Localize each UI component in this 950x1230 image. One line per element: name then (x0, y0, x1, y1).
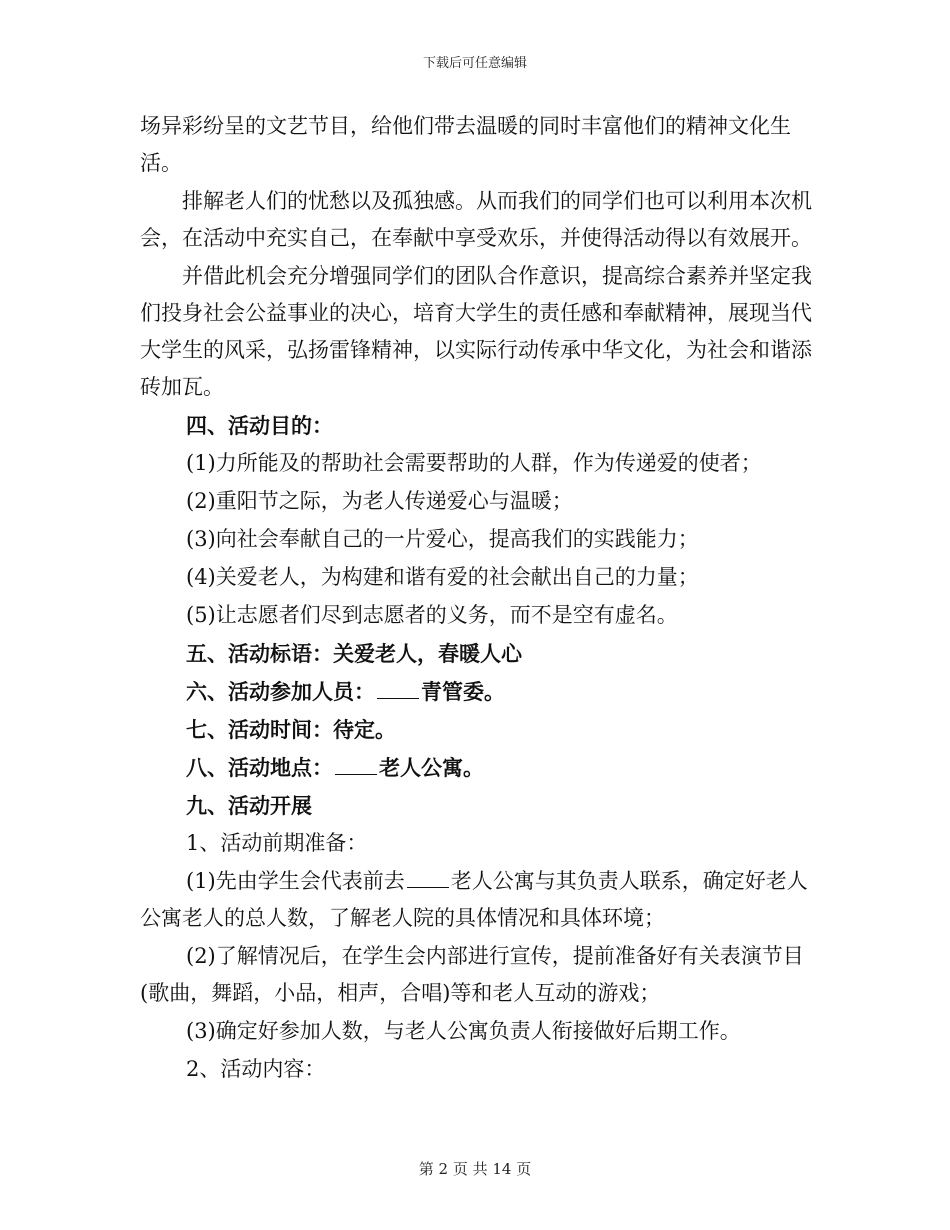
paragraph-3: 并借此机会充分增强同学们的团队合作意识，提高综合素养并坚定我们投身社会公益事业的决心，培育大学生的责任感和奉献精神，展现当代大学生的风采，弘扬雷锋精神，以实际行动传承中华文化，为社会和谐添砖加瓦。 (140, 264, 812, 399)
participants-value: 青管委。 (421, 679, 505, 704)
paragraph-2: 排解老人们的忧愁以及孤独感。从而我们的同学们也可以利用本次机会，在活动中充实自己，在奉献中享受欢乐，并使得活动得以有效展开。 (140, 189, 812, 250)
fill-blank (407, 865, 449, 888)
heading-slogan: 五、活动标语：关爱老人，春暖人心 (186, 641, 522, 666)
document-body (140, 108, 820, 1089)
goal-item-1: (1)力所能及的帮助社会需要帮助的人群，作为传递爱的使者； (186, 451, 762, 475)
location-label: 八、活动地点： (186, 755, 333, 780)
heading-time: 七、活动时间：待定。 (186, 717, 396, 742)
participants-label: 六、活动参加人员： (186, 679, 375, 704)
paragraph-1: 场异彩纷呈的文艺节目，给他们带去温暖的同时丰富他们的精神文化生活。 (140, 114, 791, 175)
page-footer: 第 2 页 共 14 页 (418, 1160, 532, 1178)
heading-activity: 九、活动开展 (186, 793, 312, 818)
goal-item-2: (2)重阳节之际，为老人传递爱心与温暖； (186, 489, 573, 513)
heading-goals: 四、活动目的： (186, 413, 333, 438)
location-value: 老人公寓。 (379, 755, 484, 780)
section-preparation: 1、活动前期准备： (186, 831, 368, 855)
goal-item-4: (4)关爱老人，为构建和谐有爱的社会献出自己的力量； (186, 565, 699, 589)
prep-item-3: (3)确定好参加人数，与老人公寓负责人衔接做好后期工作。 (186, 1019, 741, 1043)
goal-item-3: (3)向社会奉献自己的一片爱心，提高我们的实践能力； (186, 527, 699, 551)
prep-item-2: (2)了解情况后，在学生会内部进行宣传，提前准备好有关表演节目(歌曲，舞蹈，小品，相声，合唱)等和老人互动的游戏； (140, 944, 804, 1005)
heading-participants (140, 673, 820, 710)
fill-blank (377, 676, 419, 699)
prep-item-1-start: (1)先由学生会代表前去 (186, 869, 405, 893)
goal-item-5: (5)让志愿者们尽到志愿者的义务，而不是空有虚名。 (186, 603, 678, 627)
prep-item-1 (140, 863, 820, 937)
prep-item-1-rest: 老人公寓与其负责人联系，确定好老人公寓老人的总人数，了解老人院的具体情况和具体环境； (140, 869, 808, 930)
heading-location (140, 749, 820, 786)
page-header: 下载后可任意编辑 (422, 56, 527, 71)
section-content: 2、活动内容： (186, 1057, 326, 1081)
fill-blank (335, 752, 377, 775)
